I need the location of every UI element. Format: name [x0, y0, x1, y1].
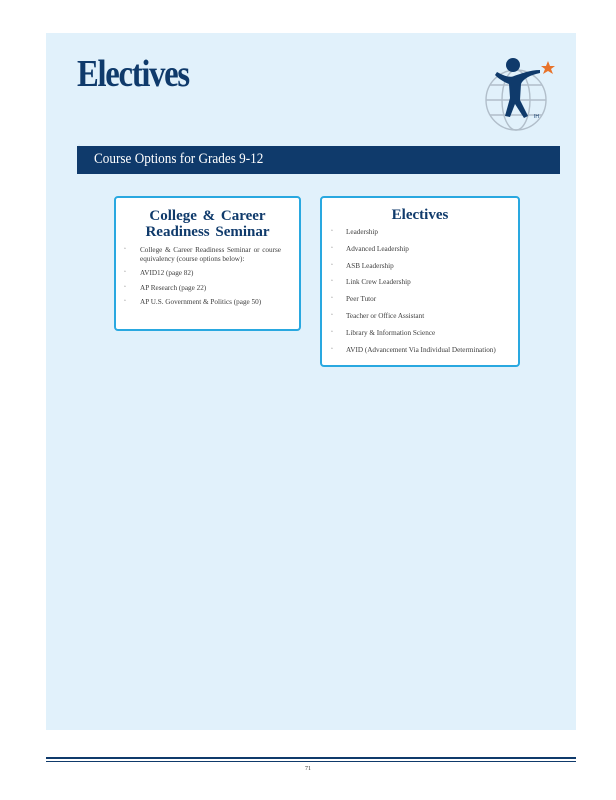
logo-caption: IH [534, 114, 539, 120]
list-item: ▫ AVID (Advancement Via Individual Determination) [331, 345, 496, 354]
bullet-icon: ▫ [124, 299, 126, 304]
ccr-seminar-title [116, 198, 299, 240]
list-item: ▫ Library & Information Science [331, 328, 436, 337]
student-star-globe-logo-icon [480, 52, 562, 134]
electives-list [322, 228, 518, 354]
bullet-icon: ▫ [331, 279, 333, 285]
ccr-title-line1: College & Career [149, 208, 266, 224]
section-banner [77, 146, 560, 174]
banner-label: Course Options for Grades 9-12 [94, 151, 264, 167]
bullet-icon: ▫ [331, 312, 333, 318]
ccr-course-list [116, 246, 299, 307]
bullet-icon: ▫ [331, 229, 333, 234]
list-item: ▫ AVID12 (page 82) [124, 269, 194, 277]
list-item: ▫ Link Crew Leadership [331, 278, 411, 287]
bullet-icon: ▫ [331, 346, 333, 352]
list-item: ▫ Leadership [331, 228, 378, 236]
bullet-icon: ▫ [124, 247, 126, 252]
list-item: ▫ Advanced Leadership [331, 244, 409, 253]
list-item: ▫ AP Research (page 22) [124, 283, 207, 292]
ccr-title-line2: Readiness Seminar [145, 224, 270, 240]
list-item: ▫ Teacher or Office Assistant [331, 311, 425, 320]
bullet-icon: ▫ [331, 329, 333, 335]
list-item: ▫ College & Career Readiness Seminar or course equivalency (course options below): [124, 246, 281, 263]
electives-box-title: Electives [391, 207, 449, 223]
footer-rule-thin [46, 761, 576, 762]
list-item: ▫ AP U.S. Government & Politics (page 50) [124, 298, 262, 306]
list-item: ▫ Peer Tutor [331, 295, 377, 304]
bullet-icon: ▫ [124, 284, 126, 290]
ccr-seminar-box [114, 196, 301, 331]
page-panel [46, 33, 576, 730]
bullet-icon: ▫ [331, 296, 333, 302]
electives-box [320, 196, 520, 367]
footer-rule [46, 757, 576, 759]
bullet-icon: ▫ [331, 245, 333, 251]
page-title: Electives [77, 53, 189, 95]
list-item: ▫ ASB Leadership [331, 261, 394, 270]
page-number: 71 [305, 766, 311, 772]
bullet-icon: ▫ [124, 270, 126, 275]
bullet-icon: ▫ [331, 262, 333, 268]
